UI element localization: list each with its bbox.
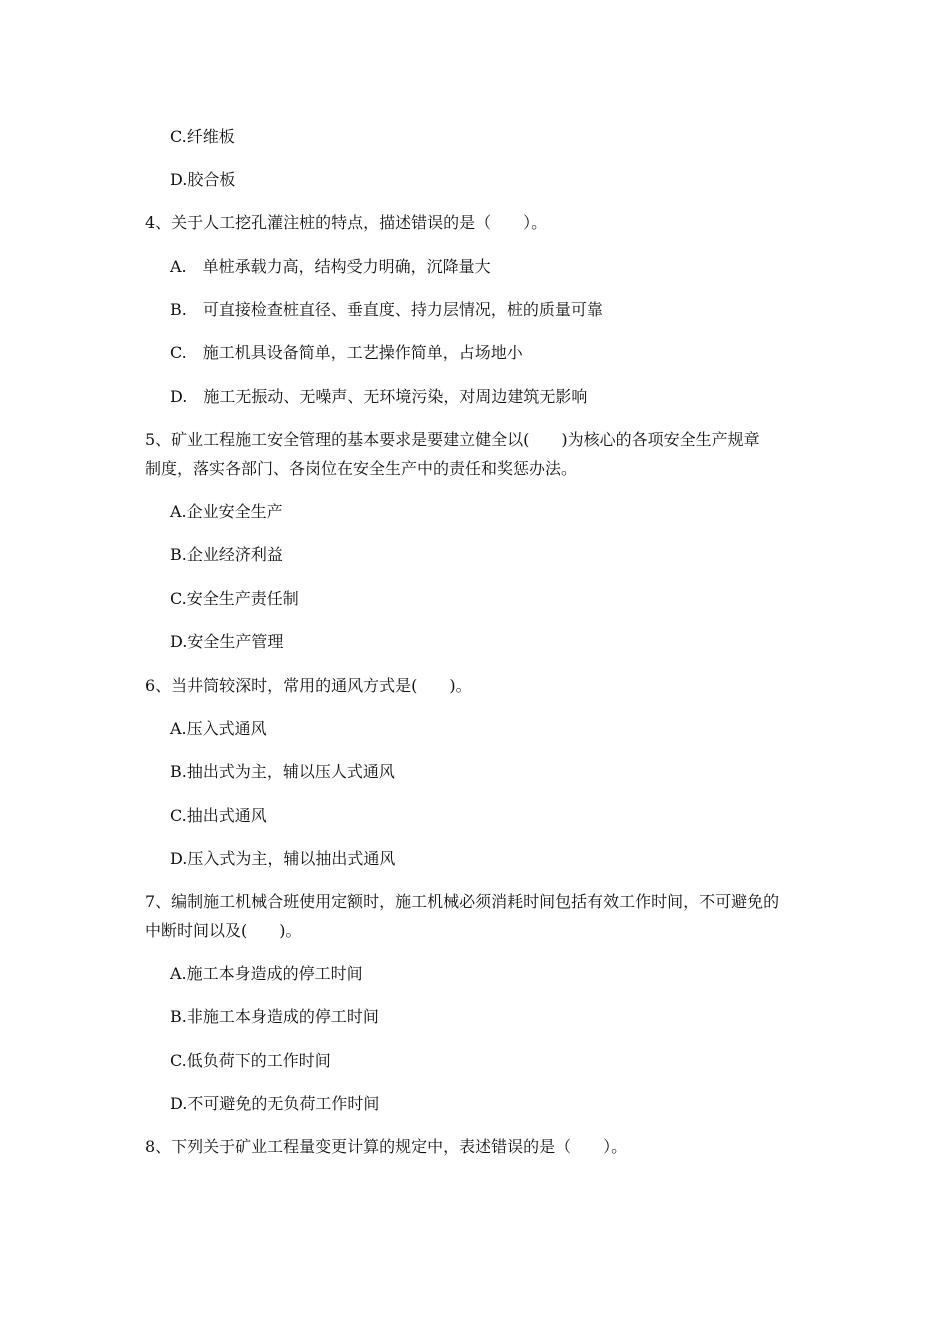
option-7d: D.不可避免的无负荷工作时间	[170, 1094, 380, 1113]
option-7a: A.施工本身造成的停工时间	[170, 964, 363, 983]
question-4: 4、关于人工挖孔灌注桩的特点，描述错误的是（ ）。	[145, 213, 548, 232]
option-3c: C.纤维板	[170, 127, 235, 146]
option-6a: A.压入式通风	[170, 719, 267, 738]
question-7-line-1: 7、编制施工机械合班使用定额时，施工机械必须消耗时间包括有效工作时间，不可避免的	[145, 892, 780, 911]
option-4d: D. 施工无振动、无噪声、无环境污染，对周边建筑无影响	[170, 387, 588, 406]
option-7c: C.低负荷下的工作时间	[170, 1051, 331, 1070]
question-8: 8、下列关于矿业工程量变更计算的规定中，表述错误的是（ ）。	[145, 1137, 628, 1156]
option-4b: B. 可直接检查桩直径、垂直度、持力层情况，桩的质量可靠	[170, 300, 603, 319]
option-6c: C.抽出式通风	[170, 806, 267, 825]
option-5a: A.企业安全生产	[170, 502, 283, 521]
option-4a: A. 单桩承载力高，结构受力明确，沉降量大	[170, 257, 491, 276]
option-4c: C. 施工机具设备简单，工艺操作简单，占场地小	[170, 343, 523, 362]
question-6: 6、当井筒较深时，常用的通风方式是( )。	[145, 676, 472, 695]
option-3d: D.胶合板	[170, 170, 236, 189]
option-5d: D.安全生产管理	[170, 632, 284, 651]
question-7-line-2: 中断时间以及( )。	[145, 921, 302, 940]
option-5b: B.企业经济利益	[170, 545, 283, 564]
question-5-line-2: 制度，落实各部门、各岗位在安全生产中的责任和奖惩办法。	[145, 459, 578, 478]
option-6d: D.压入式为主，辅以抽出式通风	[170, 849, 396, 868]
option-7b: B.非施工本身造成的停工时间	[170, 1007, 379, 1026]
question-5-line-1: 5、矿业工程施工安全管理的基本要求是要建立健全以( )为核心的各项安全生产规章	[145, 430, 760, 449]
option-6b: B.抽出式为主，辅以压人式通风	[170, 762, 395, 781]
option-5c: C.安全生产责任制	[170, 589, 299, 608]
